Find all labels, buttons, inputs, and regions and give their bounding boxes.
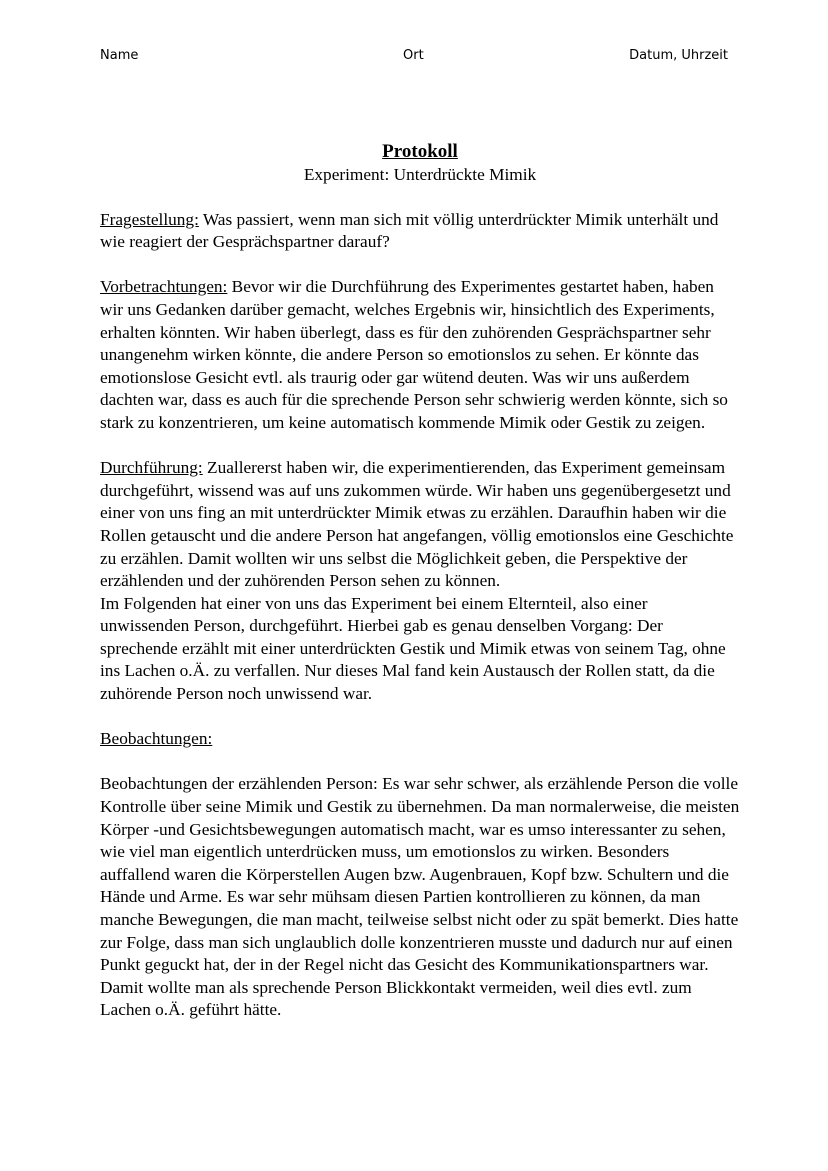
- fragestellung-text: Was passiert, wenn man sich mit völlig unterdrückter Mimik unterhält und wie reagiert der Gesprächspartner darauf?: [100, 209, 719, 252]
- document-subtitle: Experiment: Unterdrückte Mimik: [303, 165, 537, 184]
- document-body: [100, 140, 740, 1022]
- durchfuehrung-text: Zuallererst haben wir, die experimentierenden, das Experiment gemeinsam durchgeführt, wissend was auf uns zukommen würde. Wir haben uns gegenübergesetzt und einer von uns fing an mit unterdrückter Mimik etwas zu erzählen. Daraufhin haben wir die Rollen getauscht und die andere Person hat angefangen, völlig emotionslos eine Geschichte zu erzählen. Damit wollten wir uns selbst die Möglichkeit geben, die Perspektive der erzählenden und der zuhörenden Person sehen zu können.: [100, 458, 734, 591]
- section-durchfuehrung: [100, 457, 740, 593]
- vorbetrachtungen-label: Vorbetrachtungen:: [100, 277, 228, 297]
- page-header: [100, 48, 728, 68]
- vorbetrachtungen-text: Bevor wir die Durchführung des Experimentes gestartet haben, haben wir uns Gedanken darüber gemacht, welches Ergebnis wir, hinsichtlich des Experiments, erhalten könnten. Wir haben überlegt, dass es für den zuhörenden Gesprächspartner sehr unangenehm wirken könnte, die andere Person so emotionslos zu sehen. Er könnte das emotionslose Gesicht evtl. als traurig oder gar wütend deuten. Was wir uns außerdem dachten war, dass es auch für die sprechende Person sehr schwierig werden könnte, sich so stark zu konzentrieren, um keine automatisch kommende Mimik oder Gestik zu zeigen.: [100, 277, 728, 432]
- header-name: Name: [100, 48, 139, 63]
- section-vorbetrachtungen: [100, 276, 740, 434]
- durchfuehrung-label: Durchführung:: [100, 458, 203, 478]
- beobachtungen-text: Beobachtungen der erzählenden Person: Es war sehr schwer, als erzählende Person die volle Kontrolle über seine Mimik und Gestik zu übernehmen. Da man normalerweise, die meisten Körper -und Gesichtsbewegungen automatisch macht, war es umso interessanter zu sehen, wie viel man eigentlich unterdrücken muss, um emotionslos zu wirken. Besonders auffallend waren die Körperstellen Augen bzw. Augenbrauen, Kopf bzw. Schultern und die Hände und Arme. Es war sehr mühsam diesen Partien kontrollieren zu können, da man manche Bewegungen, die man macht, teilweise selbst nicht oder zu spät bemerkt. Dies hatte zur Folge, dass man sich unglaublich dolle konzentrieren musste und dadurch nur auf einen Punkt geguckt hat, der in der Regel nicht das Gesicht des Kommunikationspartners war. Damit wollte man als sprechende Person Blickkontakt vermeiden, weil dies evtl. zum Lachen o.Ä. geführt hätte.: [100, 774, 740, 1020]
- document-title: Protokoll: [382, 141, 458, 162]
- section-fragestellung: [100, 209, 740, 254]
- beobachtungen-label: Beobachtungen:: [100, 729, 213, 749]
- header-ort: Ort: [403, 48, 424, 63]
- section-beobachtungen: [100, 728, 740, 751]
- header-datum: Datum, Uhrzeit: [629, 48, 728, 63]
- durchfuehrung-paragraph-2: Im Folgenden hat einer von uns das Experiment bei einem Elternteil, also einer unwissenden Person, durchgeführt. Hierbei gab es genau denselben Vorgang: Der sprechende erzählt mit einer unterdrückten Gestik und Mimik etwas von seinem Tag, ohne ins Lachen o.Ä. zu verfallen. Nur dieses Mal fand kein Austausch der Rollen statt, da die zuhörende Person noch unwissend war.: [100, 593, 726, 704]
- fragestellung-label: Fragestellung:: [100, 209, 199, 229]
